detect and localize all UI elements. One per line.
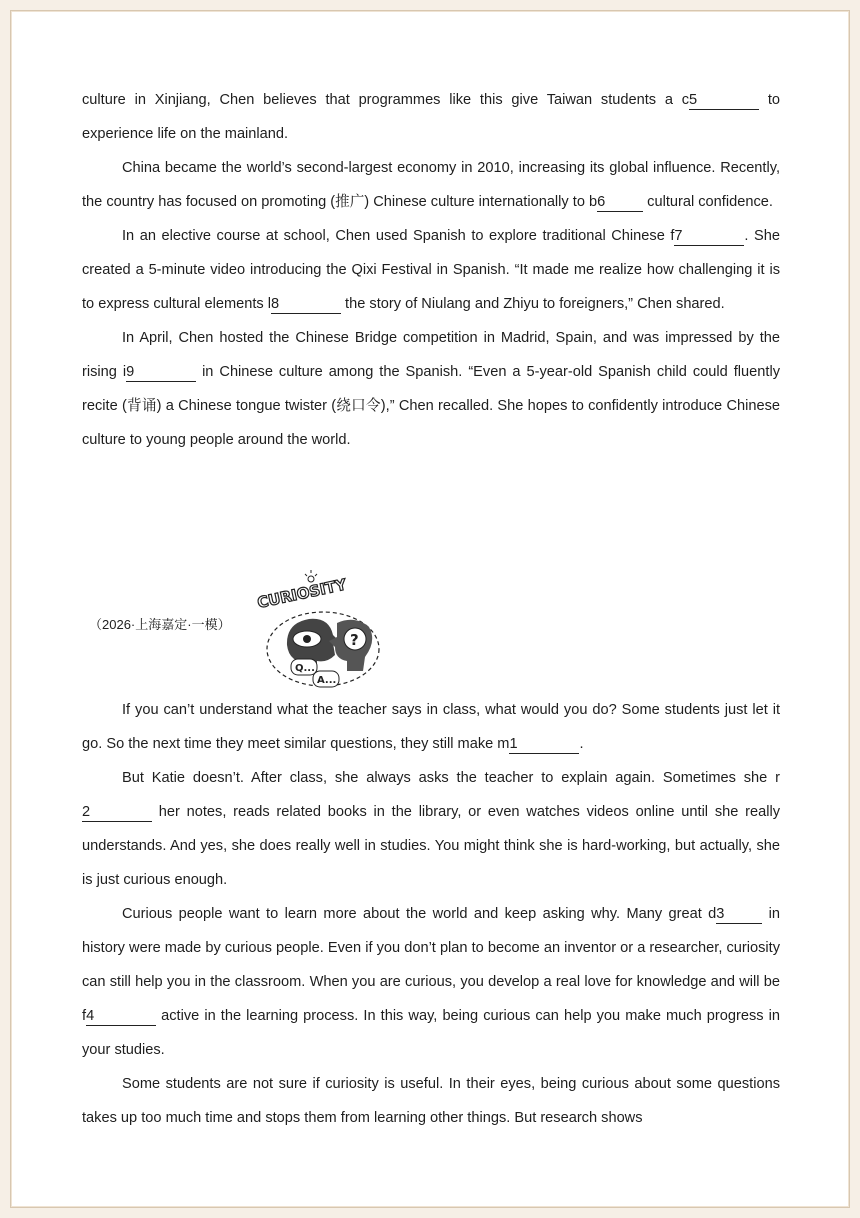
svg-text:CURIOSITY: CURIOSITY: [255, 575, 348, 612]
blank-9: 9: [126, 364, 196, 382]
blank-3: 3: [716, 906, 762, 924]
paragraph: China became the world’s second-largest economy in 2010, increasing its global influence. Recently, the country has focused on promoting (推广) Chinese culture internationally to b6 cultural confidence.: [82, 160, 780, 210]
title-text: [256, 575, 349, 612]
paragraph: In an elective course at school, Chen used Spanish to explore traditional Chinese f7 . She created a 5-minute video introducing the Qixi Festival in Spanish. “It made me realize how challenging it is to express cultural elements l8 the story of Niulang and Zhiyu to foreigners,” Chen shared.: [82, 228, 780, 312]
blank-8: 8: [271, 296, 341, 314]
paragraph: But Katie doesn’t. After class, she always asks the teacher to explain again. Sometimes she r2 her notes, reads related books in the library, or even watches videos online until she really understands. And yes, she does really well in studies. You might think she is hard-working, but actually, she is just curious enough.: [82, 770, 780, 888]
svg-text:A...: A...: [317, 675, 337, 686]
paragraph: Some students are not sure if curiosity is useful. In their eyes, being curious about some questions takes up too much time and stops them from learning other things. But research shows: [82, 1076, 780, 1126]
paragraph: In April, Chen hosted the Chinese Bridge competition in Madrid, Spain, and was impressed by the rising i9 in Chinese culture among the Spanish. “Even a 5-year-old Spanish child could fluently recite (背诵) a Chinese tongue twister (绕口令),” Chen recalled. She hopes to confidently introduce Chinese culture to young people around the world.: [82, 330, 780, 448]
question-mark-icon: [344, 628, 366, 650]
eye-icon: [293, 631, 321, 647]
paragraph: If you can’t understand what the teacher says in class, what would you do? Some students just let it go. So the next time they meet similar questions, they still make m1 .: [82, 702, 780, 752]
passage-curiosity: [82, 693, 780, 1135]
worksheet-page: [10, 10, 850, 1208]
lightbulb-icon: [305, 570, 317, 582]
svg-text:Q...: Q...: [295, 663, 315, 674]
paragraph: Curious people want to learn more about the world and keep asking why. Many great d3 in history were made by curious people. Even if you don’t plan to become an inventor or a researcher, curiosity can still help you in the classroom. When you are curious, you develop a real love for knowledge and will be f4 active in the learning process. In this way, being curious can help you make much progress in your studies.: [82, 906, 780, 1058]
a-bubble: [313, 671, 339, 687]
source-label: （2026·上海嘉定·一模）: [89, 617, 231, 632]
blank-7: 7: [674, 228, 744, 246]
blank-1: 1: [509, 736, 579, 754]
passage-chen: [82, 83, 780, 457]
paragraph: culture in Xinjiang, Chen believes that programmes like this give Taiwan students a c5 to experience life on the mainland.: [82, 92, 780, 142]
blank-4: 4: [86, 1008, 156, 1026]
blank-5: 5: [689, 92, 759, 110]
blank-2: 2: [82, 804, 152, 822]
curiosity-illustration: [251, 567, 391, 693]
q-bubble: [291, 659, 317, 675]
blank-6: 6: [597, 194, 643, 212]
svg-text:?: ?: [350, 631, 359, 649]
